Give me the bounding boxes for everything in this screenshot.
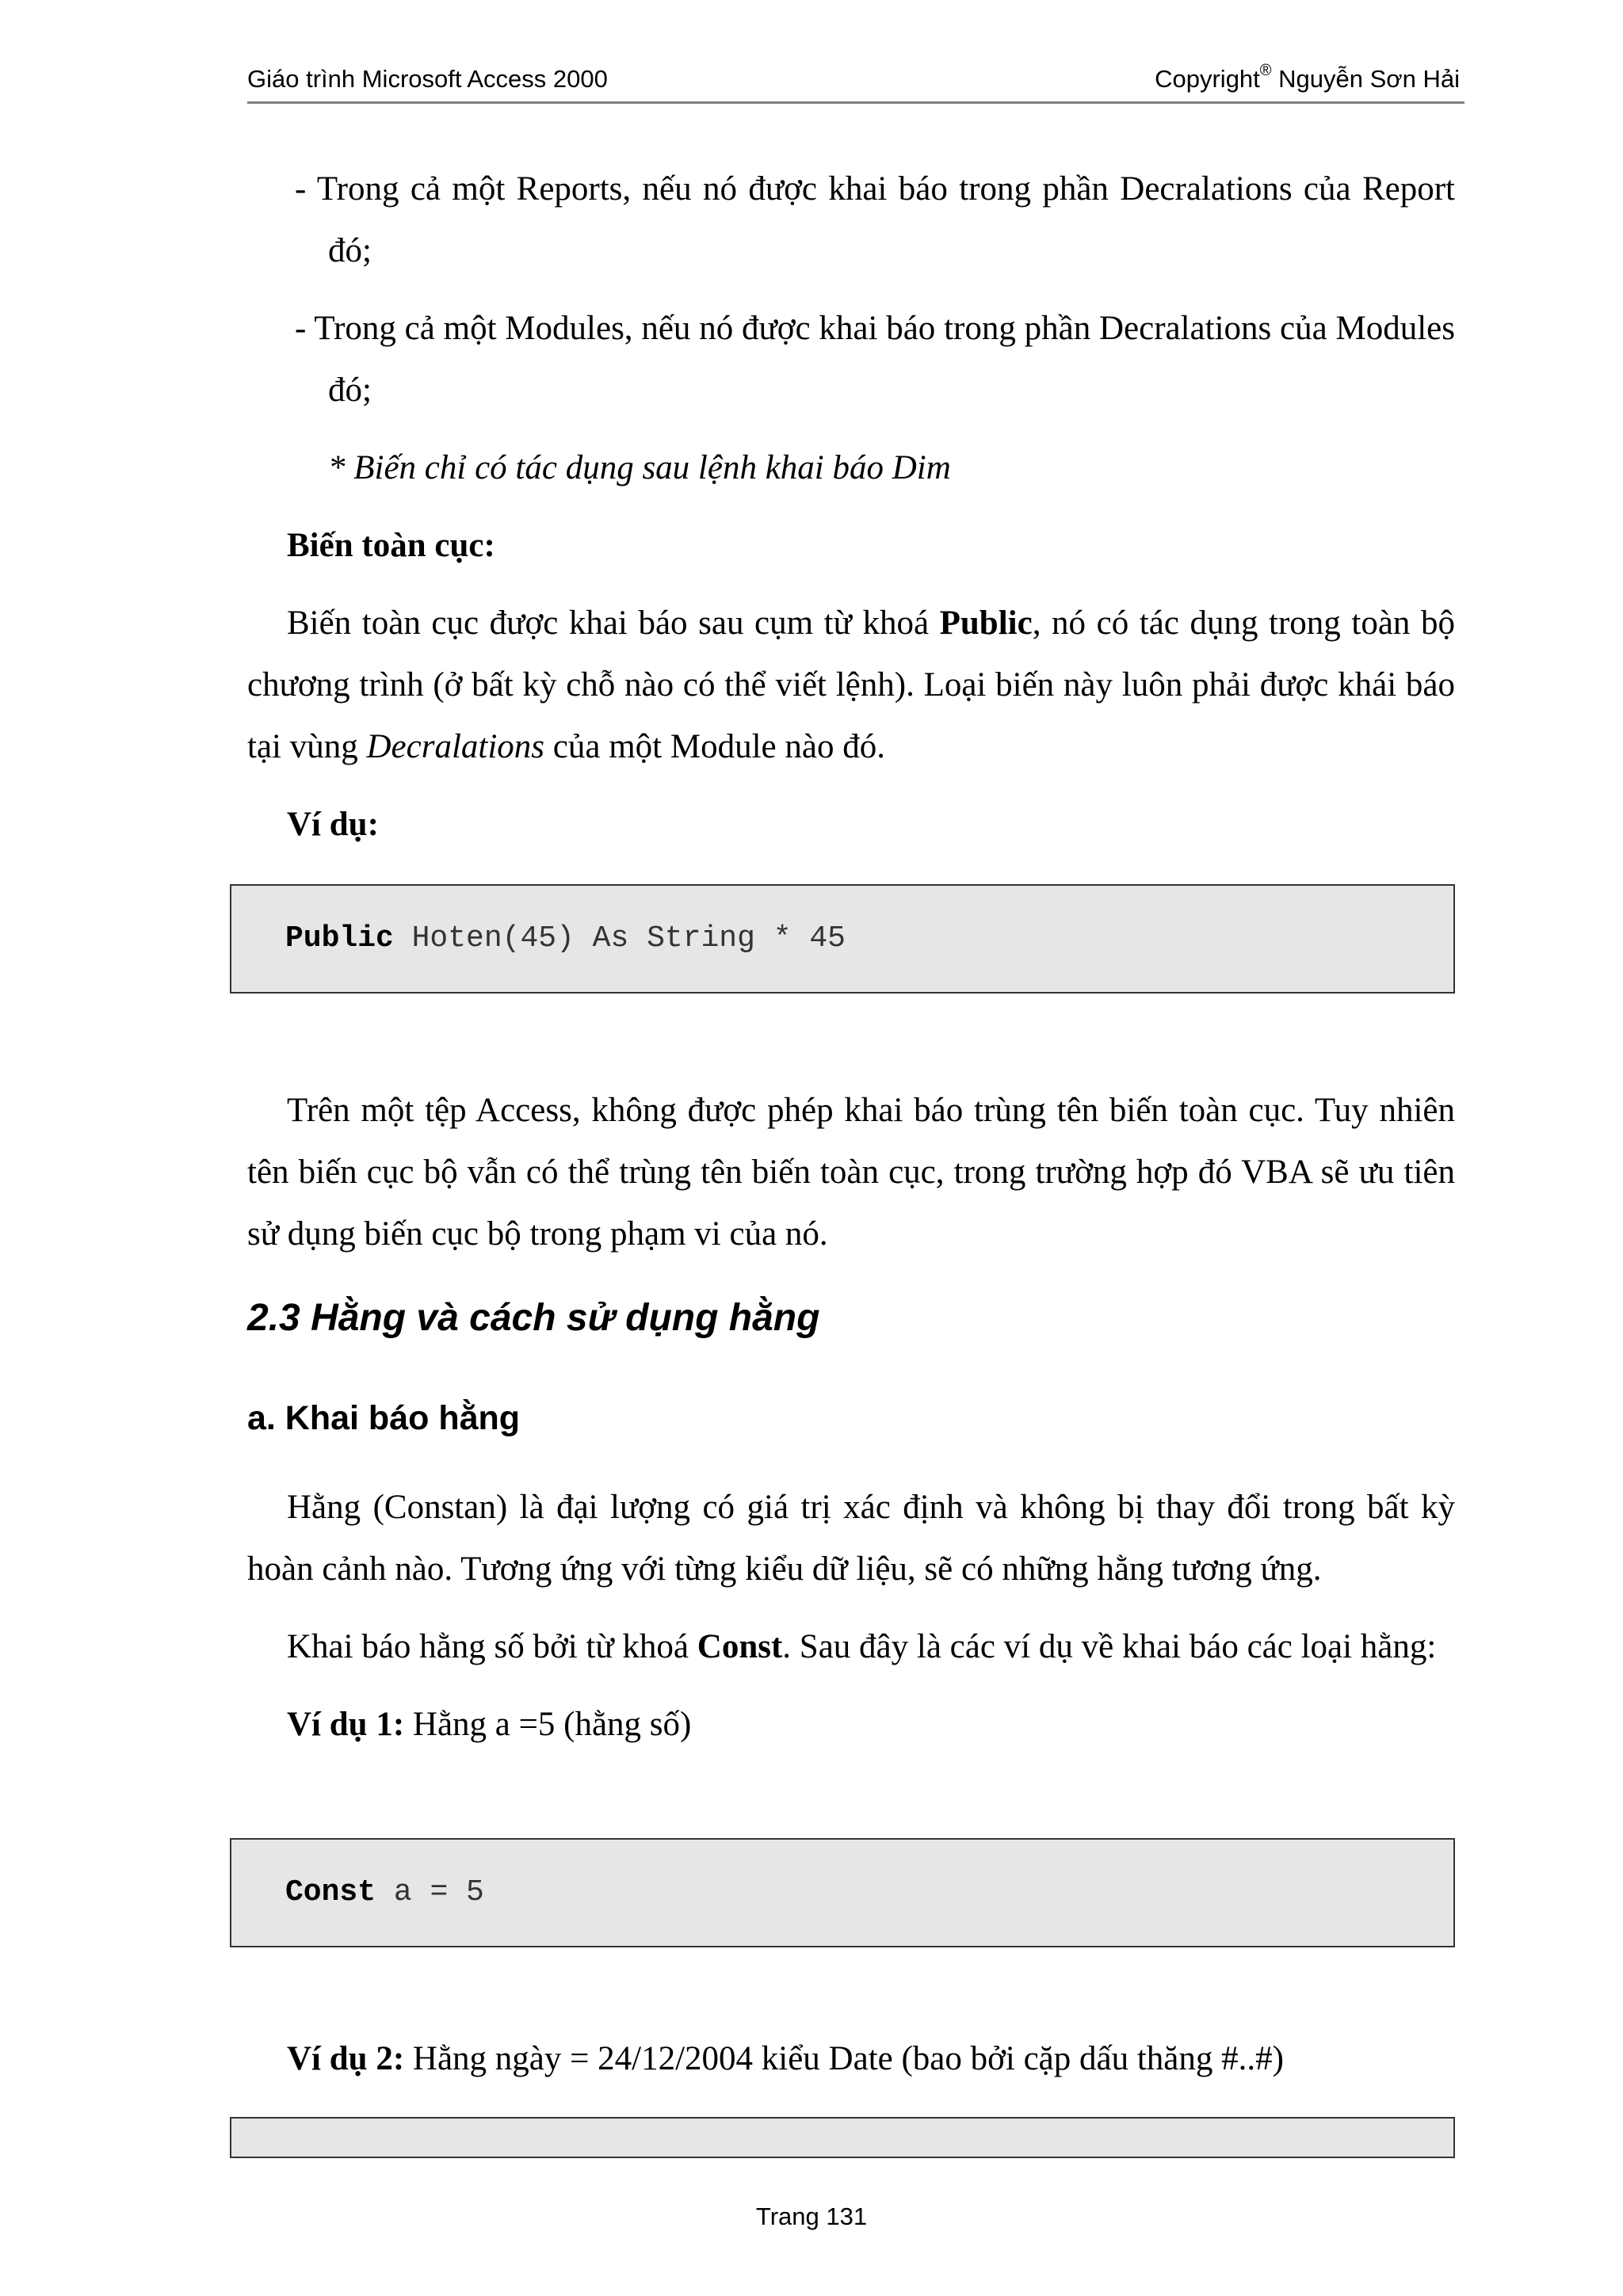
code-keyword-public: Public xyxy=(285,921,394,955)
header-book-title: Giáo trình Microsoft Access 2000 xyxy=(247,65,608,93)
section-title: 2.3 Hằng và cách sử dụng hằng xyxy=(247,1297,820,1339)
global-var-paragraph: Biến toàn cục được khai báo sau cụm từ khoá Public, nó có tác dụng trong toàn bộ chương trình (ở bất kỳ chỗ nào có thể viết lệnh). Loại biến này luôn phải được khái báo tại vùng Decralations của một Module nào đó. xyxy=(247,605,1455,765)
page-header xyxy=(247,60,1465,104)
access-paragraph-block xyxy=(247,1080,1455,1265)
bullet-reports: - Trong cả một Reports, nếu nó được khai báo trong phần Decralations của Report đó; xyxy=(295,170,1455,269)
code-block-public xyxy=(230,884,1455,994)
code-block-const xyxy=(230,1838,1455,1947)
constants-section xyxy=(247,1477,1455,1772)
dim-note: * Biến chỉ có tác dụng sau lệnh khai báo Dim xyxy=(328,449,951,486)
decralations-term: Decralations xyxy=(366,728,545,765)
const-keyword: Const xyxy=(697,1628,783,1665)
example-1-label: Ví dụ 1: xyxy=(287,1706,405,1743)
constants-paragraph-2: Khai báo hằng số bởi từ khoá Const. Sau đây là các ví dụ về khai báo các loại hằng: xyxy=(287,1628,1437,1665)
example-1 xyxy=(247,1694,1455,1756)
example-2-block xyxy=(247,2028,1455,2106)
public-keyword: Public xyxy=(939,605,1033,642)
code-keyword-const: Const xyxy=(285,1875,376,1909)
code-const-rest: a = 5 xyxy=(376,1875,484,1909)
header-copyright: Copyright® Nguyễn Sơn Hải xyxy=(1155,62,1460,93)
example-2 xyxy=(247,2028,1455,2090)
global-var-heading: Biến toàn cục: xyxy=(287,527,495,564)
code-block-date xyxy=(230,2117,1455,2158)
subsection-title: a. Khai báo hằng xyxy=(247,1399,521,1437)
example-label: Ví dụ: xyxy=(287,806,379,843)
access-paragraph: Trên một tệp Access, không được phép khai báo trùng tên biến toàn cục. Tuy nhiên tên biến cục bộ vẫn có thể trùng tên biến toàn cục, trong trường hợp đó VBA sẽ ưu tiên sử dụng biến cục bộ trong phạm vi của nó. xyxy=(247,1092,1455,1253)
code-public-rest: Hoten(45) As String * 45 xyxy=(393,921,846,955)
constants-paragraph-1: Hằng (Constan) là đại lượng có giá trị xác định và không bị thay đổi trong bất kỳ hoàn cảnh nào. Tương ứng với từng kiểu dữ liệu, sẽ có những hằng tương ứng. xyxy=(247,1489,1455,1588)
example-2-label: Ví dụ 2: xyxy=(287,2040,405,2077)
bullet-modules: - Trong cả một Modules, nếu nó được khai báo trong phần Decralations của Modules đó; xyxy=(295,310,1455,409)
body-section-1 xyxy=(247,158,1455,871)
example-2-text: Hằng ngày = 24/12/2004 kiểu Date (bao bởi cặp dấu thăng #..#) xyxy=(404,2040,1284,2077)
registered-mark: ® xyxy=(1259,62,1272,79)
page-number: Trang 131 xyxy=(755,2203,868,2230)
example-1-text: Hằng a =5 (hằng số) xyxy=(404,1706,692,1743)
